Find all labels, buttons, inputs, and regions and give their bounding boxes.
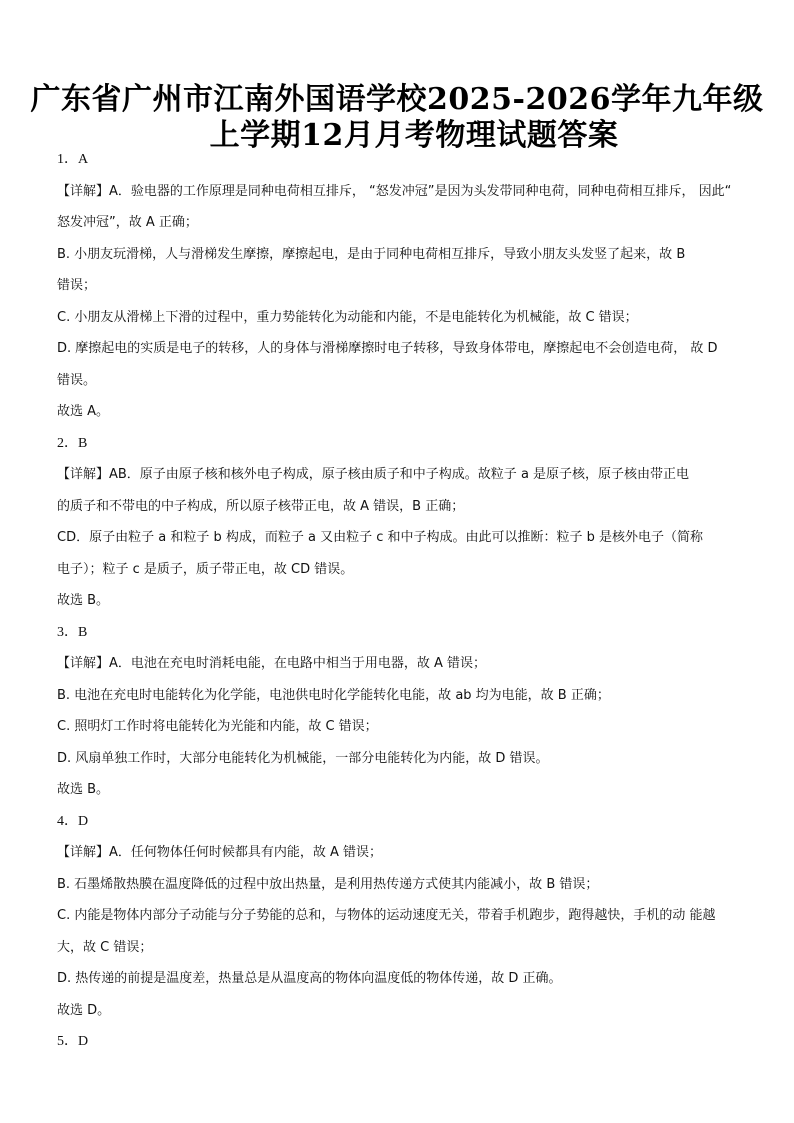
- answer-choice-line: 故选 D。: [57, 1003, 111, 1018]
- answer-choice-line: 故选 B。: [57, 782, 110, 797]
- answer-text-line: C. 照明灯工作时将电能转化为光能和内能，故 C 错误；: [57, 719, 378, 734]
- answer-text-line: B. 石墨烯散热膜在温度降低的过程中放出热量，是利用热传递方式使其内能减小，故 B 错误；: [57, 877, 599, 892]
- answer-text-line: B. 小朋友玩滑梯，人与滑梯发生摩擦，摩擦起电，是由于同种电荷相互排斥，导致小朋友头发竖了起来，故 B: [57, 247, 686, 262]
- question-number-2: 2．B: [57, 436, 88, 451]
- document-title-line-1: 广东省广州市江南外国语学校2025-2026学年九年级: [30, 82, 764, 117]
- answer-text-line: 【详解】A．验电器的工作原理是同种电荷相互排斥， “怒发冲冠”是因为头发带同种电荷，同种电荷相互排斥， 因此“: [57, 184, 732, 199]
- answer-text-line: 大，故 C 错误；: [57, 940, 153, 955]
- answer-text-line: 的质子和不带电的中子构成，所以原子核带正电，故 A 错误，B 正确；: [57, 499, 465, 514]
- answer-text-line: 怒发冲冠”，故 A 正确；: [57, 215, 198, 230]
- answer-choice-line: 故选 B。: [57, 593, 110, 608]
- answer-text-line: 【详解】AB．原子由原子核和核外电子构成，原子核由质子和中子构成。故粒子 a 是原子核，原子核由带正电: [57, 467, 690, 482]
- question-number-3: 3．B: [57, 625, 88, 640]
- answer-text-line: D. 风扇单独工作时，大部分电能转化为机械能，一部分电能转化为内能，故 D 错误。: [57, 751, 549, 766]
- document-title-line-2: 上学期12月月考物理试题答案: [209, 118, 619, 153]
- answer-text-line: 【详解】A．任何物体任何时候都具有内能，故 A 错误；: [57, 845, 383, 860]
- answer-text-line: B. 电池在充电时电能转化为化学能，电池供电时化学能转化电能，故 ab 均为电能，故 B 正确；: [57, 688, 610, 703]
- answer-text-line: 错误。: [57, 373, 97, 388]
- answer-text-line: D. 热传递的前提是温度差，热量总是从温度高的物体向温度低的物体传递，故 D 正确。: [57, 971, 562, 986]
- answer-text-line: 电子）；粒子 c 是质子，质子带正电，故 CD 错误。: [57, 562, 354, 577]
- question-number-1: 1．A: [57, 152, 89, 167]
- answer-text-line: 错误；: [57, 278, 97, 293]
- answer-text-line: CD．原子由粒子 a 和粒子 b 构成，而粒子 a 又由粒子 c 和中子构成。由此可以推断：粒子 b 是核外电子（简称: [57, 530, 703, 545]
- question-number-5: 5．D: [57, 1034, 89, 1049]
- answer-text-line: D. 摩擦起电的实质是电子的转移，人的身体与滑梯摩擦时电子转移，导致身体带电，摩擦起电不会创造电荷， 故 D: [57, 341, 718, 356]
- answer-choice-line: 故选 A。: [57, 404, 110, 419]
- answer-text-line: C. 小朋友从滑梯上下滑的过程中，重力势能转化为动能和内能，不是电能转化为机械能，故 C 错误；: [57, 310, 638, 325]
- answer-text-line: 【详解】A．电池在充电时消耗电能，在电路中相当于用电器，故 A 错误；: [57, 656, 487, 671]
- answer-text-line: C. 内能是物体内部分子动能与分子势能的总和，与物体的运动速度无关，带着手机跑步，跑得越快，手机的动 能越: [57, 908, 716, 923]
- question-number-4: 4．D: [57, 814, 89, 829]
